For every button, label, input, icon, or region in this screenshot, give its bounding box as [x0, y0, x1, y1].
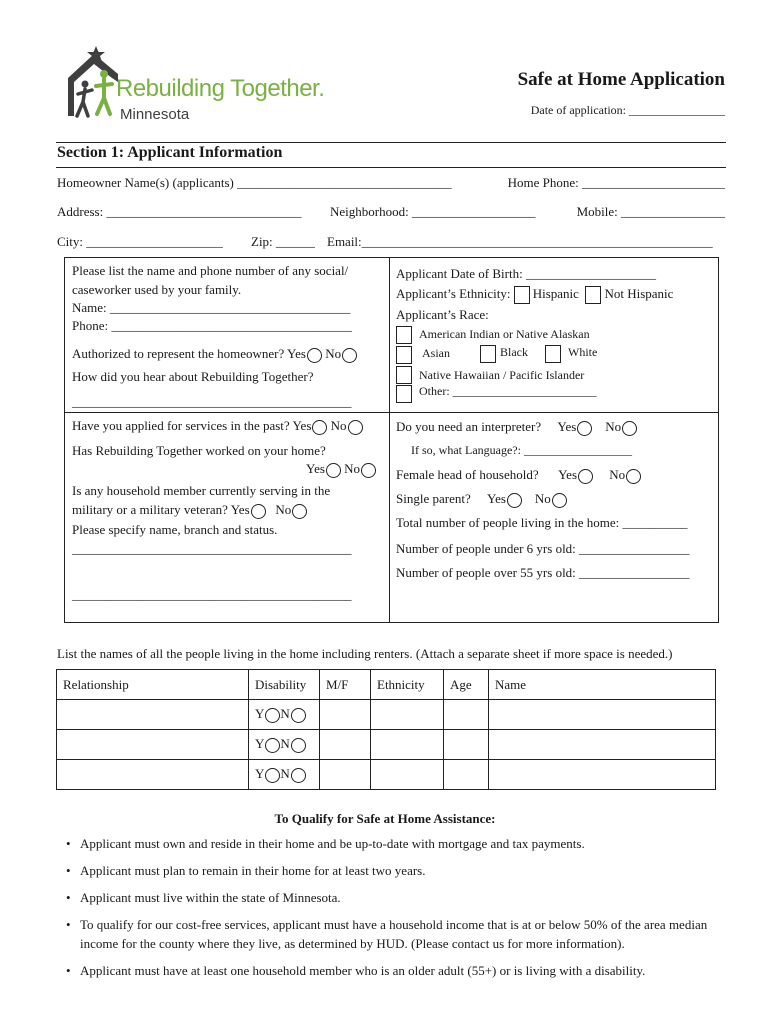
relationship-cell[interactable] — [57, 700, 249, 730]
logo-region-text: Minnesota — [120, 106, 190, 123]
header-name: Name — [489, 670, 716, 700]
applied-past-question — [72, 418, 363, 435]
list-item: • Applicant must plan to remain in their home for at least two years. — [66, 861, 726, 880]
no-label: No — [275, 502, 292, 517]
military-specify-instruction: Please specify name, branch and status. — [72, 522, 278, 537]
section-bottom-rule — [56, 167, 726, 168]
yes-label: Yes — [306, 461, 325, 476]
ethnicity-row — [396, 286, 673, 304]
qualify-title: To Qualify for Safe at Home Assistance: — [274, 811, 496, 826]
yes-label: Yes — [230, 502, 250, 517]
list-item: • Applicant must have at least one household member who is an older adult (55+) or is living with a disability. — [66, 961, 726, 980]
disability-cell — [249, 760, 320, 790]
no-label: No — [330, 418, 347, 433]
disability-yes-radio[interactable] — [265, 708, 280, 723]
caseworker-phone-field[interactable]: Phone: _____________________________________ — [72, 318, 352, 333]
age-cell[interactable] — [444, 700, 489, 730]
military-specify-field-2[interactable]: ___________________________________________ — [72, 587, 352, 602]
table-row — [57, 760, 716, 790]
section-top-rule — [56, 142, 726, 143]
yes-label: Yes — [287, 346, 306, 361]
race-label: Applicant’s Race: — [396, 307, 489, 322]
relationship-cell[interactable] — [57, 760, 249, 790]
black-label: Black — [500, 345, 528, 359]
box-divider-horizontal — [64, 412, 719, 413]
email-field[interactable]: Email:______________________________________________________ — [327, 234, 713, 249]
y-label: Y — [255, 736, 265, 752]
female-head-no-radio[interactable] — [626, 469, 641, 484]
worked-no-radio[interactable] — [361, 463, 376, 478]
interpreter-label: Do you need an interpreter? — [396, 419, 542, 434]
hawaiian-checkbox[interactable] — [396, 366, 412, 384]
language-field[interactable]: If so, what Language?: __________________ — [411, 443, 632, 457]
logo-brand-text: Rebuilding Together. — [116, 75, 325, 102]
white-checkbox[interactable] — [545, 345, 561, 363]
header-ethnicity: Ethnicity — [371, 670, 444, 700]
military-no-radio[interactable] — [292, 504, 307, 519]
no-label: No — [534, 491, 551, 506]
applied-label: Have you applied for services in the past? — [72, 418, 290, 433]
page-title: Safe at Home Application — [517, 69, 725, 90]
neighborhood-field[interactable]: Neighborhood: ___________________ — [330, 204, 536, 219]
american-indian-checkbox[interactable] — [396, 326, 412, 344]
y-label: Y — [255, 766, 265, 782]
ethnicity-label: Applicant’s Ethnicity: — [396, 286, 511, 301]
military-question-2 — [72, 502, 307, 519]
not-hispanic-label: Not Hispanic — [604, 286, 674, 301]
female-head-question — [396, 467, 641, 484]
disability-cell — [249, 700, 320, 730]
relationship-cell[interactable] — [57, 730, 249, 760]
table-row — [57, 730, 716, 760]
list-item: • To qualify for our cost-free services, applicant must have a household income that is at or below 50% of the area median income for the county where they live, as determined by HUD. (Please contact us for more information). — [66, 915, 726, 953]
caseworker-name-field[interactable]: Name: _____________________________________ — [72, 300, 351, 315]
single-parent-yes-radio[interactable] — [507, 493, 522, 508]
box-divider-vertical — [389, 257, 390, 623]
header-age: Age — [444, 670, 489, 700]
yes-label: Yes — [557, 419, 577, 434]
authorized-label: Authorized to represent the homeowner? — [72, 346, 285, 361]
ethnicity-cell[interactable] — [371, 730, 444, 760]
mobile-field[interactable]: Mobile: ________________ — [576, 204, 725, 219]
military-label: military or a military veteran? — [72, 502, 228, 517]
single-parent-label: Single parent? — [396, 491, 471, 506]
header-mf: M/F — [320, 670, 371, 700]
not-hispanic-checkbox[interactable] — [585, 286, 601, 304]
age-cell[interactable] — [444, 730, 489, 760]
no-label: No — [344, 461, 361, 476]
applied-yes-radio[interactable] — [312, 420, 327, 435]
logo — [58, 44, 328, 128]
list-item: • Applicant must own and reside in their home and be up-to-date with mortgage and tax payments. — [66, 834, 726, 853]
age-cell[interactable] — [444, 760, 489, 790]
date-of-birth-field[interactable]: Applicant Date of Birth: ____________________ — [396, 266, 656, 281]
military-yes-radio[interactable] — [251, 504, 266, 519]
header-relationship: Relationship — [57, 670, 249, 700]
black-checkbox[interactable] — [480, 345, 496, 363]
single-parent-question — [396, 491, 567, 508]
mf-cell[interactable] — [320, 730, 371, 760]
disability-cell — [249, 730, 320, 760]
n-label: N — [280, 736, 290, 752]
yes-label: Yes — [292, 418, 312, 433]
no-label: No — [325, 346, 342, 361]
hispanic-label: Hispanic — [532, 286, 579, 301]
table-row — [57, 700, 716, 730]
home-phone-field[interactable]: Home Phone: ______________________ — [507, 175, 725, 190]
household-members-table — [56, 669, 716, 790]
interpreter-question — [396, 419, 637, 436]
american-indian-label: American Indian or Native Alaskan — [419, 327, 590, 341]
interpreter-yes-radio[interactable] — [577, 421, 592, 436]
date-of-application-field[interactable]: Date of application: ________________ — [530, 103, 725, 117]
list-item: • Applicant must live within the state of Minnesota. — [66, 888, 726, 907]
no-label: No — [609, 467, 626, 482]
authorized-question — [72, 346, 357, 363]
zip-field[interactable]: Zip: ______ — [251, 234, 315, 249]
name-cell[interactable] — [489, 700, 716, 730]
under-6-field[interactable]: Number of people under 6 yrs old: _________________ — [396, 541, 690, 556]
household-members-instruction: List the names of all the people living in the home including renters. (Attach a separate sheet if more space is needed.) — [57, 646, 673, 661]
section-1-title: Section 1: Applicant Information — [57, 144, 283, 161]
no-label: No — [605, 419, 622, 434]
homeowner-name-field[interactable]: Homeowner Name(s) (applicants) _________________________________ — [57, 175, 452, 190]
asian-checkbox[interactable] — [396, 346, 412, 364]
n-label: N — [280, 766, 290, 782]
female-head-label: Female head of household? — [396, 467, 539, 482]
other-race-checkbox[interactable] — [396, 385, 412, 403]
mf-cell[interactable] — [320, 760, 371, 790]
y-label: Y — [255, 706, 265, 722]
military-specify-field[interactable]: ___________________________________________ — [72, 541, 352, 556]
disability-yes-radio[interactable] — [265, 768, 280, 783]
caseworker-instruction: Please list the name and phone number of any social/ — [72, 263, 349, 278]
single-parent-no-radio[interactable] — [552, 493, 567, 508]
qualify-list — [66, 834, 726, 988]
table-header-row — [57, 670, 716, 700]
heard-about-question: How did you hear about Rebuilding Together? — [72, 369, 314, 384]
worked-on-home-options — [306, 461, 376, 478]
interpreter-no-radio[interactable] — [622, 421, 637, 436]
mf-cell[interactable] — [320, 700, 371, 730]
worked-on-home-question: Has Rebuilding Together worked on your home? — [72, 443, 326, 458]
authorized-yes-radio[interactable] — [307, 348, 322, 363]
asian-label: Asian — [422, 346, 450, 360]
name-cell[interactable] — [489, 760, 716, 790]
header-disability: Disability — [249, 670, 320, 700]
authorized-no-radio[interactable] — [342, 348, 357, 363]
other-race-field[interactable]: Other: ________________________ — [419, 384, 597, 398]
ethnicity-cell[interactable] — [371, 700, 444, 730]
name-cell[interactable] — [489, 730, 716, 760]
caseworker-instruction-2: caseworker used by your family. — [72, 282, 242, 297]
disability-yes-radio[interactable] — [265, 738, 280, 753]
n-label: N — [280, 706, 290, 722]
disability-no-radio[interactable] — [291, 768, 306, 783]
over-55-field[interactable]: Number of people over 55 yrs old: _________________ — [396, 565, 690, 580]
worked-yes-radio[interactable] — [326, 463, 341, 478]
applied-no-radio[interactable] — [348, 420, 363, 435]
white-label: White — [568, 345, 598, 359]
hawaiian-label: Native Hawaiian / Pacific Islander — [419, 368, 585, 382]
ethnicity-cell[interactable] — [371, 760, 444, 790]
female-head-yes-radio[interactable] — [578, 469, 593, 484]
address-field[interactable]: Address: ______________________________ — [57, 204, 302, 219]
hispanic-checkbox[interactable] — [514, 286, 530, 304]
military-question: Is any household member currently serving in the — [72, 483, 331, 498]
house-logo-icon — [60, 44, 120, 124]
disability-no-radio[interactable] — [291, 708, 306, 723]
disability-no-radio[interactable] — [291, 738, 306, 753]
yes-label: Yes — [486, 491, 506, 506]
heard-about-field[interactable]: ___________________________________________ — [72, 394, 352, 409]
yes-label: Yes — [558, 467, 578, 482]
total-people-field[interactable]: Total number of people living in the home: __________ — [396, 515, 688, 530]
city-field[interactable]: City: _____________________ — [57, 234, 223, 249]
